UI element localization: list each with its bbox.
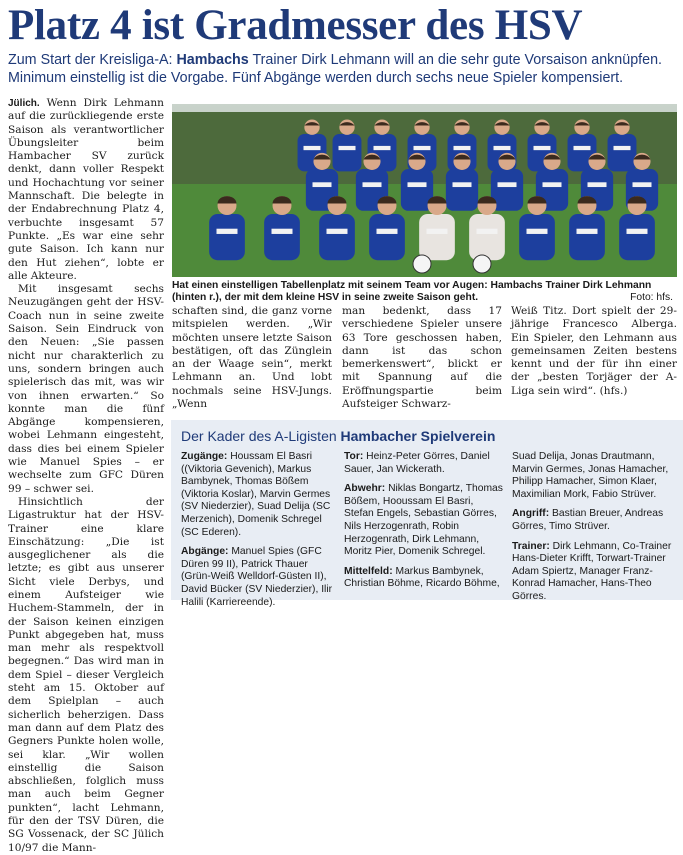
strikers [512, 508, 672, 533]
label: Abgänge: [181, 546, 229, 558]
value: Houssam El Basri ((Viktoria Gevenich), Markus Bambynek, Thomas Bößem (Viktoria Koslar), Marvin Germes (SV Niederzier), Suad Delija (SC Merzenich), Domenik Schregel (SC Ederen). [181, 451, 331, 538]
subhead-text: Zum Start der Kreisliga-A: [8, 52, 177, 68]
squad-column-3 [512, 451, 672, 611]
dateline-city: Jülich. [8, 98, 40, 109]
subheadline [8, 51, 680, 87]
goalkeepers [344, 451, 504, 476]
midfielders [344, 566, 504, 591]
squad-infobox [171, 420, 683, 608]
team-photo-image [172, 104, 677, 277]
title-text: Der Kader des A-Ligisten [181, 428, 341, 444]
article-column-4 [511, 305, 677, 398]
article-paragraph: Mit insgesamt sechs Neuzugängen geht der HSV-Coach nun in seine zweite Saison. Sein Eindruck von den Neuen: „Sie passen nicht nur charakterlich zu uns, sondern bringen auch spielerisch das mit, was wir von ihnen erwarten.“ So konnte man die fünf Abgänge kompensieren, wobei Lehmann eingesteht, dass dies bei einem Spieler wie Manuel Spies – er wechselte zum GFC Düren 99 – schwer sei. [8, 283, 164, 495]
article-column-1 [8, 97, 164, 855]
headline: Platz 4 ist Gradmesser des HSV [8, 2, 583, 49]
midfielders-cont: Suad Delija, Jonas Drautmann, Marvin Germes, Jonas Hamacher, Philipp Hamacher, Simon Klaer, Maximilian Mork, Fabio Strüver. [512, 451, 669, 500]
article-paragraph [8, 97, 164, 283]
label: Trainer: [512, 540, 550, 552]
title-club: Hambacher Spielverein [340, 428, 496, 444]
article-paragraph: Hinsichtlich der Ligastruktur hat der HSV-Trainer eine klare Einschätzung: „Die ist ausgeglichener als die letzte; es gibt aus unserer Sicht viele Derbys, und einem Aufsteiger wie Huchem-Stammeln, der in der Saison keinen einzigen Punkt abgegeben hat, muss man mehr als respektvoll begegnen.“ Das wird man in dem Spiel – dieser Vergleich steht am 15. Oktober auf dem Spielplan – auch sicherlich beherzigen. Dass man dann auf dem Platz des Gegners Punkte holen wolle, sei klar. „Wir wollen einstellig die Saison abschließen, folglich muss man auch beim Gegner punkten“, lacht Lehmann, für den der TSV Düren, die SG Vossenack, der SC Jülich 10/97 die Mann- [8, 495, 164, 854]
transfers-in [181, 451, 336, 539]
squad-infobox-title [181, 428, 495, 444]
value: Dirk Lehmann, Co-Trainer Hans-Dieter Krifft, Torwart-Trainer Adam Spiertz, Manager Franz-Konrad Hamacher, Hans-Theo Görres. [512, 540, 672, 602]
football [413, 255, 431, 273]
squad-column-1 [181, 451, 336, 616]
label: Abwehr: [344, 483, 386, 495]
label: Zugänge: [181, 451, 228, 462]
article-paragraph: Weiß Titz. Dort spielt der 29-jährige Francesco Alberga. Ein Spieler, den Lehmann aus gemeinsamen Zeiten bestens kennt und der für ihn einer der „besten Torjäger der A-Liga sein wird“. (hfs.) [511, 305, 677, 397]
subhead-line2: Minimum einstellig ist die Vorgabe. Fünf Abgänge werden durch sechs neue Spieler kompensiert. [8, 70, 624, 86]
value: Manuel Spies (GFC Düren 99 II), Patrick Thauer (Grün-Weiß Welldorf-Güsten II), David Bücker (SV Niederzier), Ilir Halili (Karriereende). [181, 546, 333, 608]
article-paragraph: schaften sind, die ganz vorne mitspielen werden. „Wir möchten unsere letzte Saison bestätigen, oft das Zünglein an der Waage sein“, merkt Lehmann an. Und lobt nochmals seine HSV-Jungs. „Wenn [172, 305, 332, 411]
football [473, 255, 491, 273]
value: Bastian Breuer, Andreas Görres, Timo Strüver. [512, 508, 664, 532]
subhead-bold-club: Hambachs [176, 52, 249, 68]
caption-text: Hat einen einstelligen Tabellenplatz mit seinem Team vor Augen: Hambachs Trainer Dirk Lehmann (hinten r.), der mit dem kleine HSV in seine zweite Saison geht. [172, 280, 652, 304]
coaching-staff [512, 541, 672, 604]
label: Tor: [344, 451, 364, 462]
squad-column-2 [344, 451, 504, 598]
label: Angriff: [512, 508, 550, 520]
team-photo [172, 104, 677, 277]
photo-credit: Foto: hfs. [630, 292, 673, 304]
subhead-text-cont: Trainer Dirk Lehmann will an die sehr gute Vorsaison anknüpfen. [248, 52, 663, 68]
defenders [344, 483, 504, 559]
paragraph-text: Wenn Dirk Lehmann auf die zurückliegende erste Saison als verantwortlicher Übungsleiter beim Hambacher SV zurück denkt, dann voller Respekt und Hochachtung vor seiner Mannschaft. Die belegte in der Endabrechnung Platz 4, verbuchte insgesamt 57 Punkte. „Es war eine sehr gute Saison. Ich kann nur den Hut ziehen“, lobte er alle Akteure. [8, 97, 164, 282]
label: Mittelfeld: [344, 565, 393, 577]
article-column-3 [342, 305, 502, 411]
value: Niklas Bongartz, Thomas Bößem, Hooussam El Basri, Stefan Engels, Sebastian Görres, Nils Herzogenrath, Robin Herzogenrath, Dirk Lehmann, Moritz Pier, Domenik Schregel. [344, 483, 503, 558]
article-paragraph: man bedenkt, dass 17 verschiedene Spieler unsere 63 Tore geschossen haben, dann ist das schon bemerkenswert“, blickt er mit Spannung auf die Eröffnungspartie beim Aufsteiger Schwarz- [342, 305, 502, 411]
value: Markus Bambynek, Christian Böhme, Ricardo Böhme, [344, 565, 500, 590]
article-column-2 [172, 305, 332, 411]
value: Heinz-Peter Görres, Daniel Sauer, Jan Wickerath. [344, 451, 490, 475]
photo-caption [172, 280, 677, 305]
